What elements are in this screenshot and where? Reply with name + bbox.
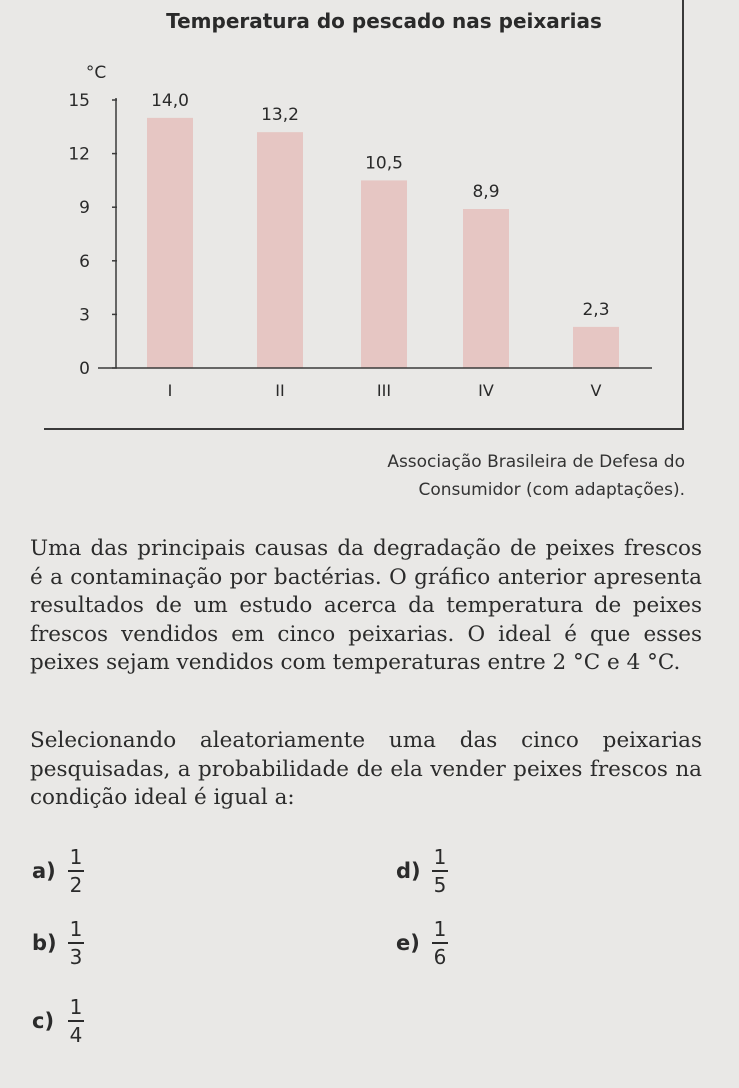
denominator: 3 <box>69 945 83 969</box>
numerator: 1 <box>433 917 447 941</box>
question-paragraph-2: Selecionando aleatoriamente uma das cinco peixarias pesquisadas, a probabilidade de ela vender peixes frescos na condição ideal é igual a: <box>30 728 702 810</box>
denominator: 4 <box>69 1023 83 1047</box>
option-letter: d) <box>396 859 421 883</box>
option-letter: a) <box>32 859 56 883</box>
y-axis-label: °C <box>85 63 107 83</box>
fraction <box>432 918 448 968</box>
option-b[interactable] <box>32 918 84 968</box>
numerator: 1 <box>69 995 83 1019</box>
bar-chart <box>44 0 684 430</box>
option-d[interactable] <box>396 846 448 896</box>
numerator: 1 <box>69 845 83 869</box>
numerator: 1 <box>433 845 447 869</box>
denominator: 2 <box>69 873 83 897</box>
numerator: 1 <box>69 917 83 941</box>
fraction-bar <box>68 870 84 872</box>
bar-value-label: 8,9 <box>472 181 500 202</box>
fraction-bar <box>68 942 84 944</box>
bar-value-label: 2,3 <box>582 299 610 320</box>
option-letter: e) <box>396 931 420 955</box>
bar <box>147 118 193 368</box>
bar-value-label: 14,0 <box>151 90 189 111</box>
bar-value-label: 13,2 <box>261 105 299 126</box>
fraction-bar <box>68 1020 84 1022</box>
x-tick-label: IV <box>478 381 494 400</box>
bar <box>257 132 303 368</box>
y-tick-label: 0 <box>79 359 90 379</box>
denominator: 6 <box>433 945 447 969</box>
option-c[interactable] <box>32 996 84 1046</box>
x-tick-label: III <box>376 381 392 400</box>
x-tick-label: I <box>167 381 173 400</box>
y-tick-label: 6 <box>79 251 90 272</box>
chart-title: Temperatura do pescado nas peixarias <box>166 9 602 33</box>
fraction-bar <box>432 870 448 872</box>
y-tick-label: 3 <box>79 305 90 326</box>
y-tick-label: 9 <box>79 198 90 219</box>
question-paragraph-1: Uma das principais causas da degradação de peixes frescos é a contaminação por bactérias. O gráfico anterior apresenta resultados de um estudo acerca da temperatura de peixes frescos vendidos em cinco peixarias. O ideal é que esses peixes sejam vendidos com temperaturas entre 2 °C e 4 °C. <box>30 536 702 675</box>
option-letter: c) <box>32 1009 55 1033</box>
denominator: 5 <box>433 873 447 897</box>
source-line-2: Consumidor (com adaptações). <box>418 480 685 500</box>
fraction-bar <box>432 942 448 944</box>
option-a[interactable] <box>32 846 84 896</box>
option-letter: b) <box>32 931 57 955</box>
fraction <box>432 846 448 896</box>
fraction <box>68 846 84 896</box>
bar <box>361 180 407 368</box>
chart-frame <box>44 0 684 430</box>
fraction <box>68 996 84 1046</box>
bar <box>573 327 619 368</box>
x-tick-label: II <box>275 381 285 400</box>
y-tick-label: 15 <box>68 91 90 111</box>
fraction <box>68 918 84 968</box>
y-tick-label: 12 <box>68 144 90 165</box>
bar-value-label: 10,5 <box>365 153 403 174</box>
bar <box>463 209 509 368</box>
option-e[interactable] <box>396 918 448 968</box>
source-line-1: Associação Brasileira de Defesa do <box>387 452 685 472</box>
x-tick-label: V <box>590 381 602 400</box>
